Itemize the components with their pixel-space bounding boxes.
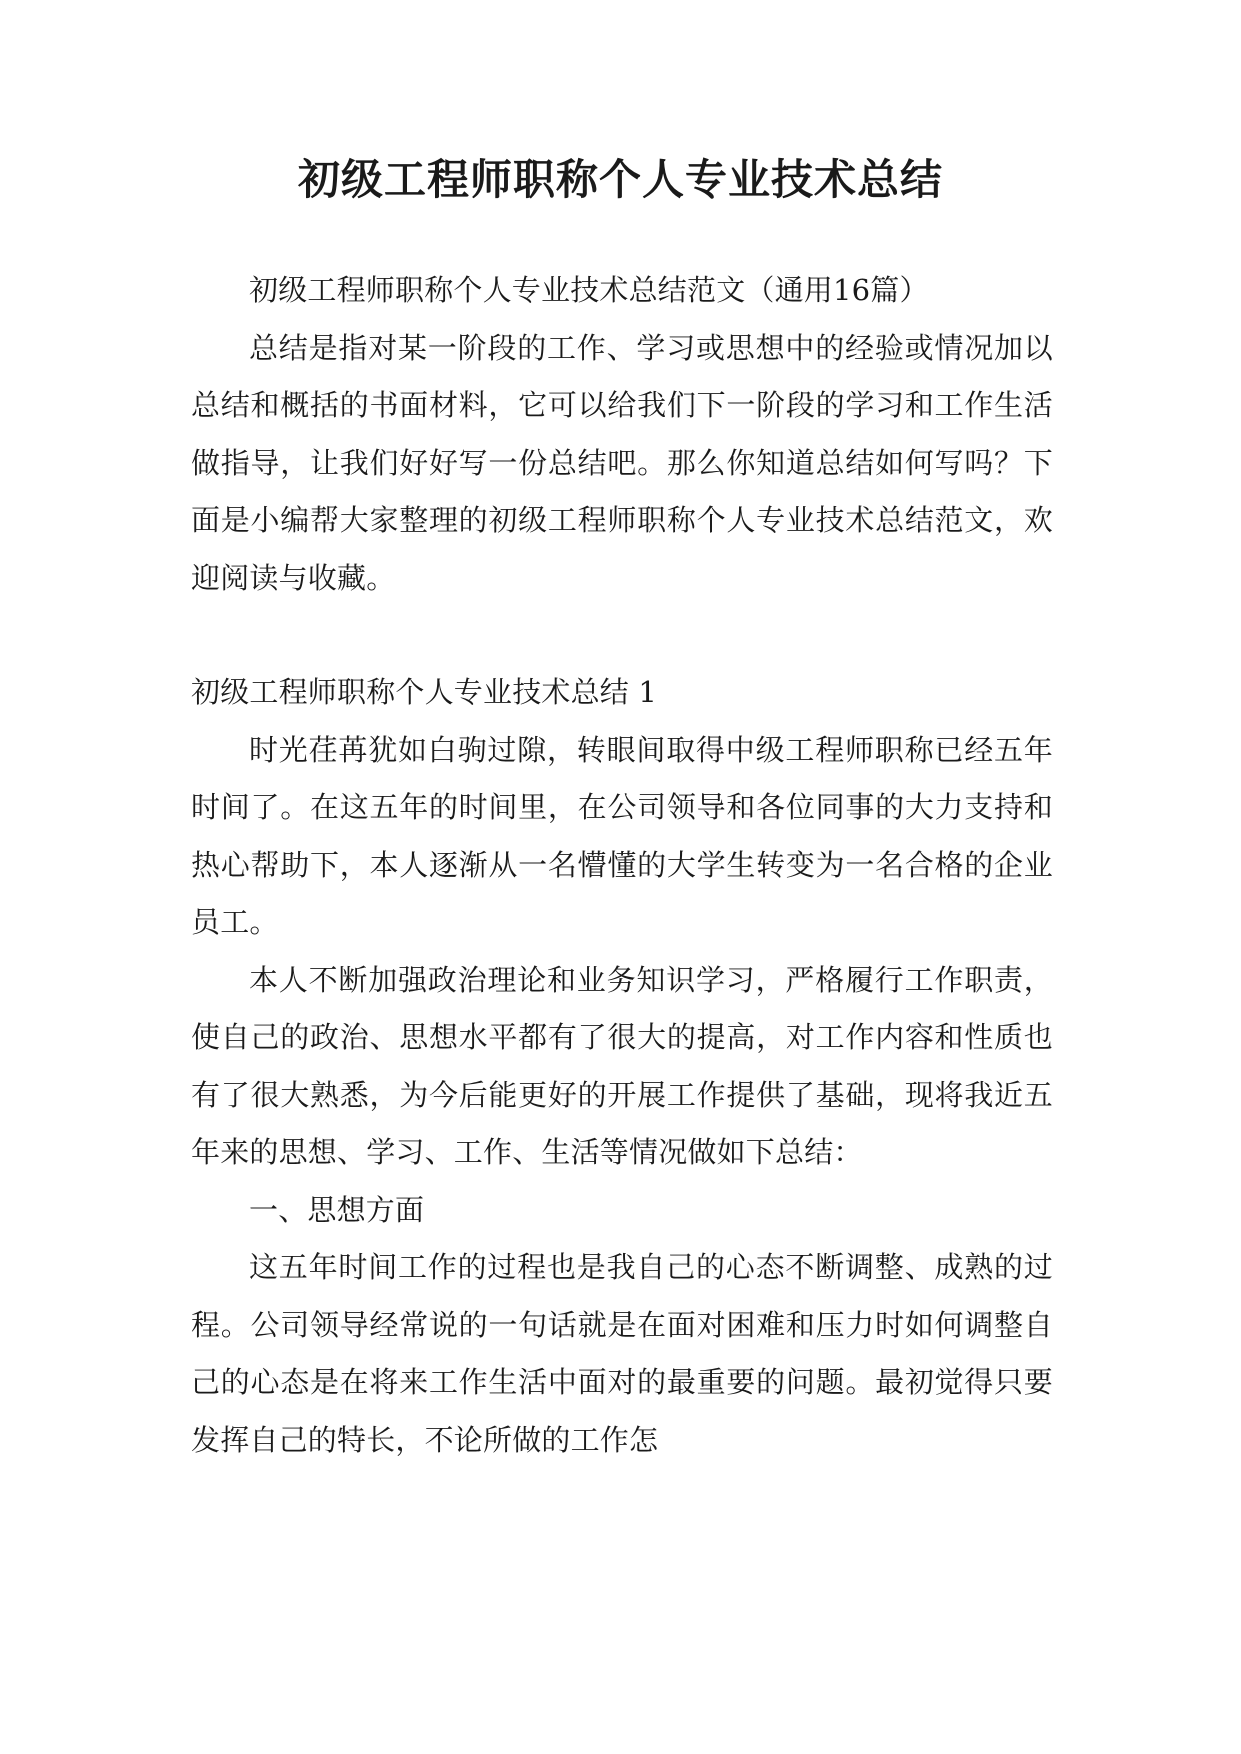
paragraph-spacer: [191, 607, 1053, 664]
body-paragraph: 这五年时间工作的过程也是我自己的心态不断调整、成熟的过程。公司领导经常说的一句话就是在面对困难和压力时如何调整自己的心态是在将来工作生活中面对的最重要的问题。最初觉得只要发挥自己的特长，不论所做的工作怎: [191, 1250, 1053, 1457]
subsection-heading: 一、思想方面: [249, 1192, 425, 1227]
document-title: 初级工程师职称个人专业技术总结: [297, 155, 943, 204]
body-paragraph: 时光荏苒犹如白驹过隙，转眼间取得中级工程师职称已经五年时间了。在这五年的时间里，在公司领导和各位同事的大力支持和热心帮助下，本人逐渐从一名懵懂的大学生转变为一名合格的企业员工。: [191, 732, 1053, 939]
body-paragraph: 本人不断加强政治理论和业务知识学习，严格履行工作职责，使自己的政治、思想水平都有了很大的提高，对工作内容和性质也有了很大熟悉，为今后能更好的开展工作提供了基础，现将我近五年来的思想、学习、工作、生活等情况做如下总结：: [191, 962, 1053, 1169]
intro-paragraph: 总结是指对某一阶段的工作、学习或思想中的经验或情况加以总结和概括的书面材料，它可以给我们下一阶段的学习和工作生活做指导，让我们好好写一份总结吧。那么你知道总结如何写吗？下面是小编帮大家整理的初级工程师职称个人专业技术总结范文，欢迎阅读与收藏。: [191, 330, 1053, 595]
section-heading: 初级工程师职称个人专业技术总结 1: [191, 675, 658, 709]
document-subtitle: 初级工程师职称个人专业技术总结范文（通用16篇）: [249, 273, 929, 307]
document-body: [191, 262, 1053, 1469]
